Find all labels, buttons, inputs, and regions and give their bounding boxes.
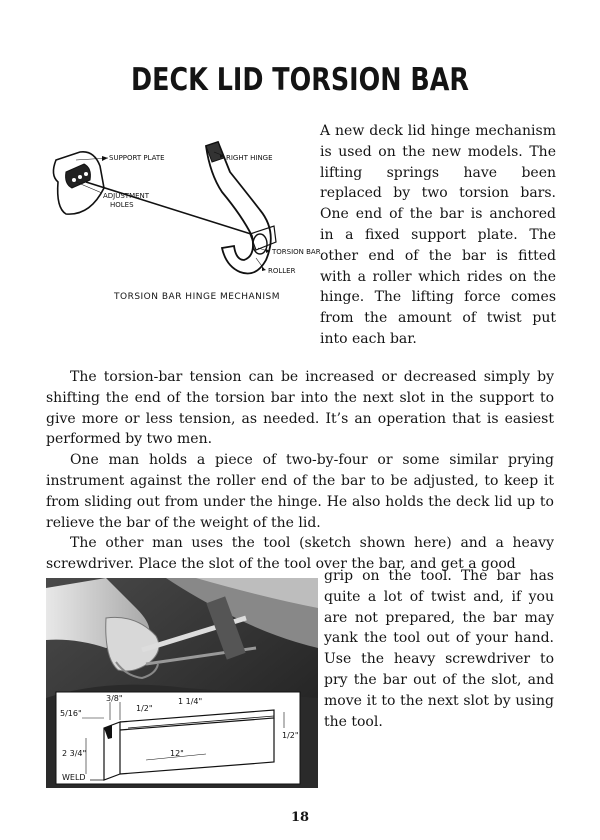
dim-12: 12" <box>170 749 184 758</box>
roller-shape <box>253 234 267 254</box>
tool-photo-with-sketch <box>46 578 318 788</box>
label-support-plate: SUPPORT PLATE <box>109 154 165 162</box>
body-paragraph-3: The other man uses the tool (sketch shown here) and a heavy screwdriver. Place the slot of the tool over the bar, and get a good <box>46 535 554 573</box>
label-adjustment-holes-1: ADJUSTMENT <box>103 192 150 200</box>
intro-paragraph: A new deck lid hinge mechanism is used on the new models. The lifting springs have been replaced by two torsion bars. One end of the bar is anchored in a fixed support plate. The other end of the bar is fitted with a roller which rides on the hinge. The lifting force comes from the amount of twist put into each bar. <box>320 123 556 347</box>
dim-5-16: 5/16" <box>60 709 82 718</box>
torsion-bar-hinge-diagram <box>46 130 346 290</box>
dim-1-1-4: 1 1/4" <box>178 697 203 706</box>
page-title: DECK LID TORSION BAR <box>131 62 469 98</box>
dim-1-2-a: 1/2" <box>136 704 153 713</box>
body-text <box>46 367 554 575</box>
label-torsion-bar: TORSION BAR <box>272 248 321 256</box>
diagram-caption: TORSION BAR HINGE MECHANISM <box>113 292 281 302</box>
page-number: 18 <box>290 810 310 825</box>
label-adjustment-holes-2: HOLES <box>110 201 134 209</box>
dim-2-3-4: 2 3/4" <box>62 749 87 758</box>
body-paragraph-2: One man holds a piece of two-by-four or some similar prying instrument against the roller end of the bar to be adjusted, to keep it from sliding out from under the hinge. He also holds the deck lid up to relieve the bar of the weight of the lid. <box>46 452 554 531</box>
label-roller: ROLLER <box>268 267 296 275</box>
body-paragraph-1: The torsion-bar tension can be increased or decreased simply by shifting the end of the torsion bar into the next slot in the support to give more or less tension, as needed. It’s an operation that is easiest performed by two men. <box>46 369 554 448</box>
label-right-hinge: RIGHT HINGE <box>226 154 273 162</box>
dim-3-8: 3/8" <box>106 694 123 703</box>
label-weld: WELD <box>62 773 86 782</box>
dim-1-2-b: 1/2" <box>282 731 299 740</box>
photo-side-paragraph: grip on the tool. The bar has quite a lot of twist and, if you are not prepared, the bar may yank the tool out of your hand. Use the heavy screwdriver to pry the bar out of the slot, and move it to the next slot by using the tool. <box>324 568 554 730</box>
